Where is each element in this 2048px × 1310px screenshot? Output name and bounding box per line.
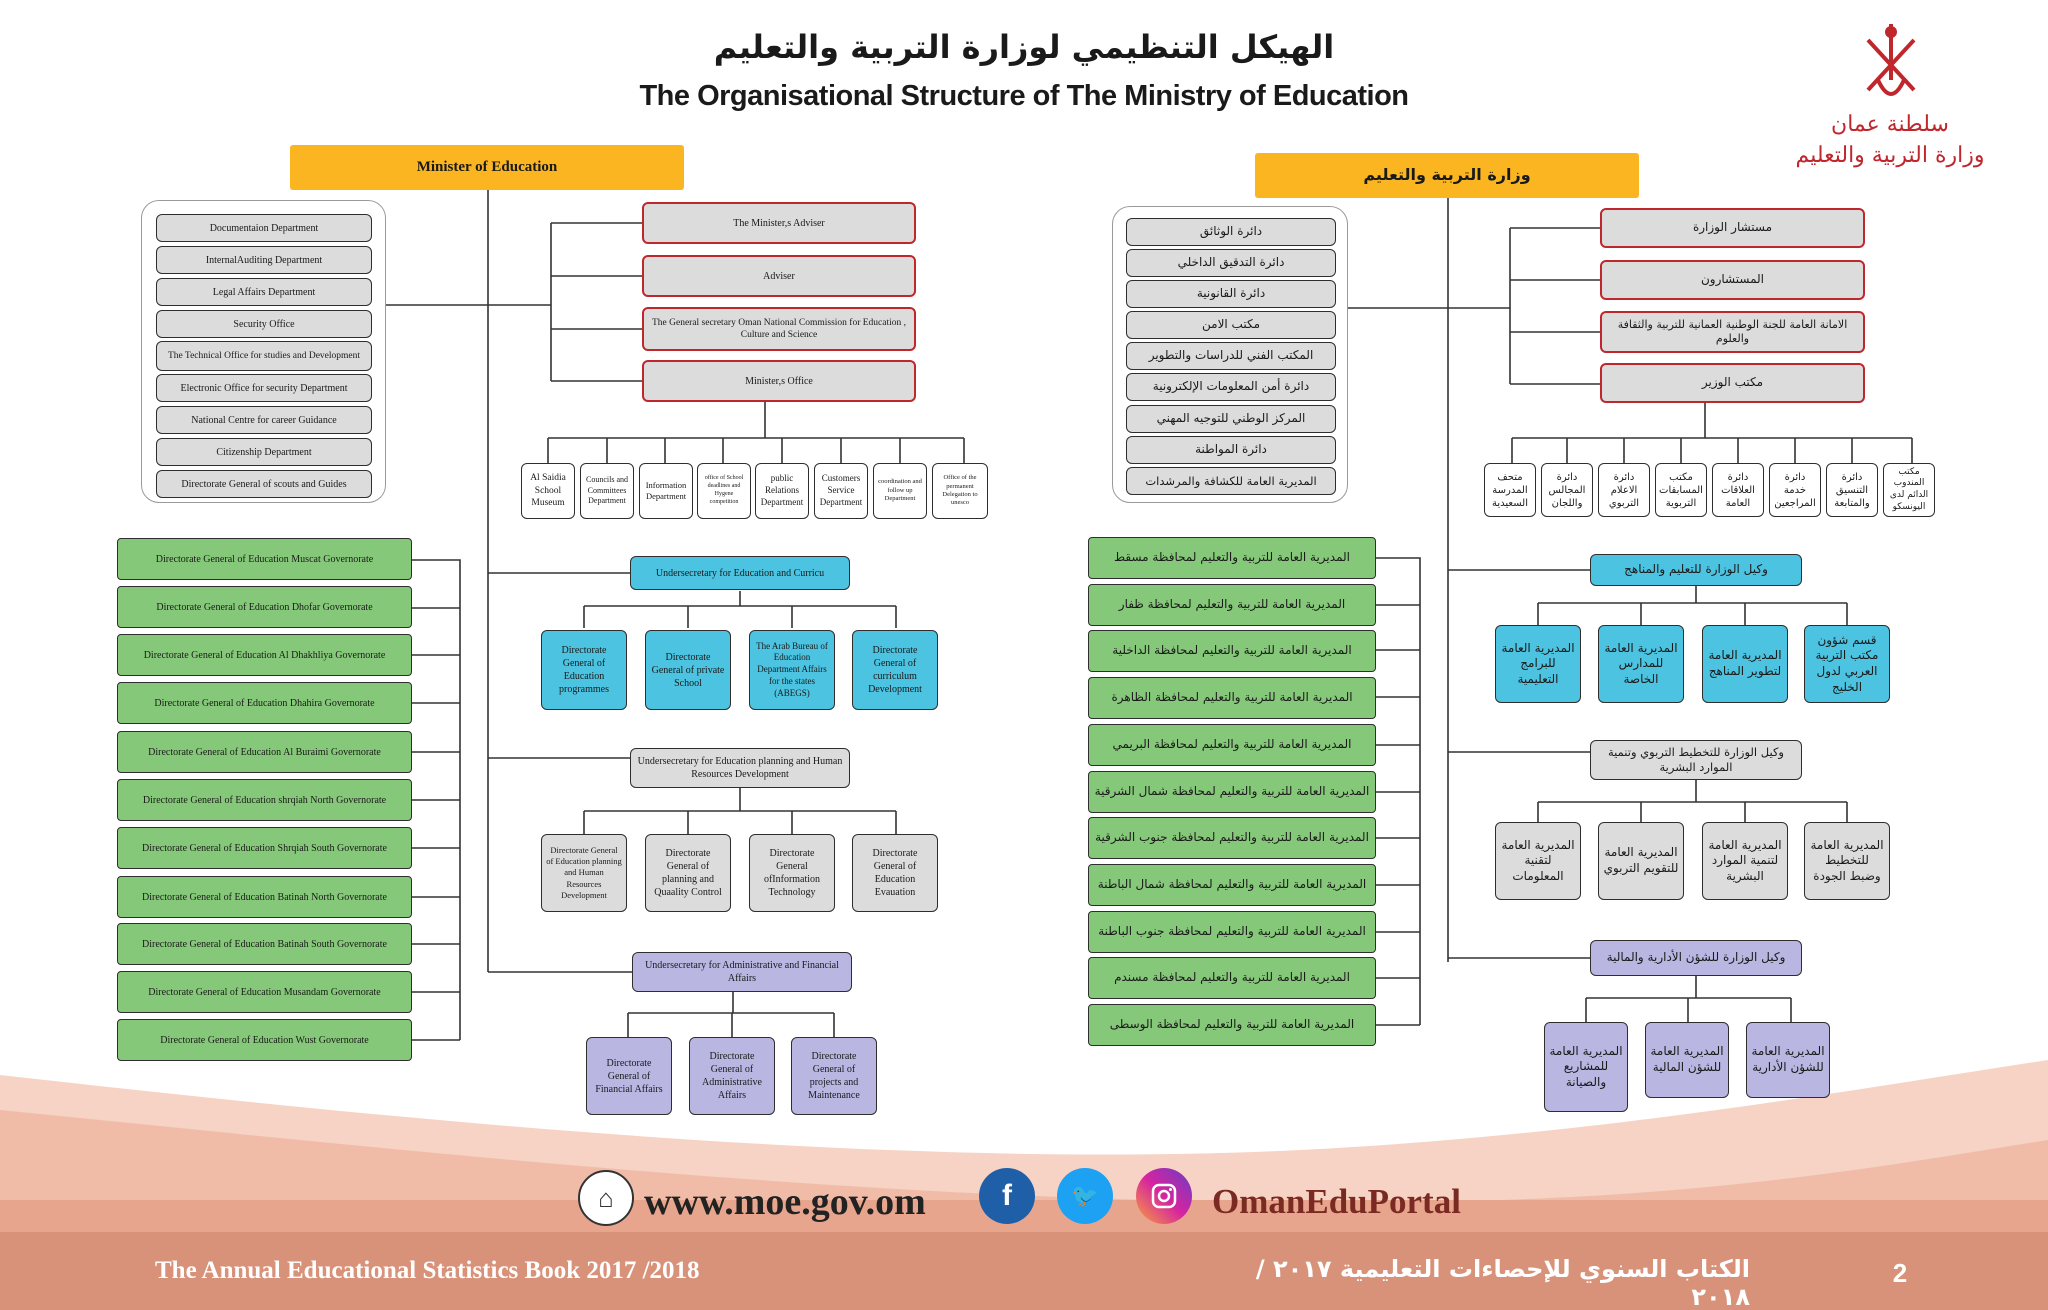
panel-item-en-3: Security Office xyxy=(156,310,372,338)
usec1-unit-ar-1: المديرية العامة لتطوير المناهج xyxy=(1702,625,1788,703)
office-unit-en-0: Al Saidia School Museum xyxy=(521,463,575,519)
adviser-box-ar-3: مكتب الوزير xyxy=(1600,363,1865,403)
social-handle[interactable]: OmanEduPortal xyxy=(1212,1182,1461,1221)
adviser-box-en-2: The General secretary Oman National Commission for Education , Culture and Science xyxy=(642,307,916,351)
panel-item-en-6: National Centre for career Guidance xyxy=(156,406,372,434)
usec2-unit-ar-2: المديرية العامة للتقويم التربوي xyxy=(1598,822,1684,900)
adviser-box-ar-0: مستشار الوزارة xyxy=(1600,208,1865,248)
panel-item-en-4: The Technical Office for studies and Development xyxy=(156,341,372,371)
undersecretary-curricula-en: Undersecretary for Education and Curricu xyxy=(630,556,850,590)
office-unit-en-3: office of School deadlines and Hygene competition xyxy=(697,463,751,519)
usec3-unit-ar-0: المديرية العامة للشؤن الأدارية xyxy=(1746,1022,1830,1098)
twitter-icon[interactable]: 🐦 xyxy=(1057,1168,1113,1224)
usec1-unit-en-2: The Arab Bureau of Education Department Affairs for the states (ABEGS) xyxy=(749,630,835,710)
governorate-ar-5: المديرية العامة للتربية والتعليم لمحافظة شمال الشرقية xyxy=(1088,771,1376,813)
governorate-en-1: Directorate General of Education Dhofar Governorate xyxy=(117,586,412,628)
governorate-en-4: Directorate General of Education Al Buraimi Governorate xyxy=(117,731,412,773)
panel-item-en-5: Electronic Office for security Department xyxy=(156,374,372,402)
governorate-ar-10: المديرية العامة للتربية والتعليم لمحافظة الوسطى xyxy=(1088,1004,1376,1046)
governorate-en-6: Directorate General of Education Shrqiah South Governorate xyxy=(117,827,412,869)
undersecretary-planning-ar: وكيل الوزارة للتخطيط التربوي وتنمية الموارد البشرية xyxy=(1590,740,1802,780)
governorate-ar-9: المديرية العامة للتربية والتعليم لمحافظة مسندم xyxy=(1088,957,1376,999)
governorate-en-5: Directorate General of Education shrqiah North Governorate xyxy=(117,779,412,821)
office-unit-en-6: coordination and follow up Department xyxy=(873,463,927,519)
undersecretary-admin-en: Undersecretary for Administrative and Financial Affairs xyxy=(632,952,852,992)
panel-item-ar-5: دائرة أمن المعلومات الإلكترونية xyxy=(1126,373,1336,401)
governorate-ar-1: المديرية العامة للتربية والتعليم لمحافظة ظفار xyxy=(1088,584,1376,626)
undersecretary-admin-ar: وكيل الوزارة للشؤن الأدارية والمالية xyxy=(1590,940,1802,976)
panel-item-en-8: Directorate General of scouts and Guides xyxy=(156,470,372,498)
usec2-unit-en-1: Directorate General of planning and Quaality Control xyxy=(645,834,731,912)
undersecretary-planning-en: Undersecretary for Education planning and Human Resources Development xyxy=(630,748,850,788)
usec3-unit-en-1: Directorate General of Administrative Affairs xyxy=(689,1037,775,1115)
panel-item-ar-8: المديرية العامة للكشافة والمرشدات xyxy=(1126,467,1336,495)
panel-item-ar-6: المركز الوطني للتوجيه المهني xyxy=(1126,405,1336,433)
office-unit-en-1: Councils and Committees Department xyxy=(580,463,634,519)
governorate-en-3: Directorate General of Education Dhahira Governorate xyxy=(117,682,412,724)
usec2-unit-en-3: Directorate General of Education Evauation xyxy=(852,834,938,912)
usec2-unit-ar-1: المديرية العامة لتنمية الموارد البشرية xyxy=(1702,822,1788,900)
adviser-box-ar-2: الامانة العامة للجنة الوطنية العمانية للتربية والثقافة والعلوم xyxy=(1600,311,1865,353)
page-title-english: The Organisational Structure of The Ministry of Education xyxy=(639,80,1409,112)
usec1-unit-en-3: Directorate General of curriculum Development xyxy=(852,630,938,710)
facebook-icon[interactable]: f xyxy=(979,1168,1035,1224)
office-unit-en-5: Customers Service Department xyxy=(814,463,868,519)
logo-line-2: وزارة التربية والتعليم xyxy=(1795,142,1985,168)
adviser-box-en-3: Minister,s Office xyxy=(642,360,916,402)
usec1-unit-ar-2: المديرية العامة للمدارس الخاصة xyxy=(1598,625,1684,703)
governorate-ar-0: المديرية العامة للتربية والتعليم لمحافظة مسقط xyxy=(1088,537,1376,579)
office-unit-ar-5: دائرة الاعلام التربوي xyxy=(1598,463,1650,517)
adviser-box-en-1: Adviser xyxy=(642,255,916,297)
office-unit-ar-7: متحف المدرسة السعيدية xyxy=(1484,463,1536,517)
instagram-icon[interactable] xyxy=(1136,1168,1192,1224)
governorate-ar-2: المديرية العامة للتربية والتعليم لمحافظة الداخلية xyxy=(1088,630,1376,672)
governorate-en-9: Directorate General of Education Musandam Governorate xyxy=(117,971,412,1013)
usec2-unit-en-2: Directorate General ofInformation Technology xyxy=(749,834,835,912)
usec1-unit-en-0: Directorate General of Education programmes xyxy=(541,630,627,710)
governorate-ar-4: المديرية العامة للتربية والتعليم لمحافظة البريمي xyxy=(1088,724,1376,766)
office-unit-ar-0: مكتب المندوب الدائم لدى اليونسكو xyxy=(1883,463,1935,517)
governorate-ar-3: المديرية العامة للتربية والتعليم لمحافظة الظاهرة xyxy=(1088,677,1376,719)
undersecretary-curricula-ar: وكيل الوزارة للتعليم والمناهج xyxy=(1590,554,1802,586)
usec1-unit-en-1: Directorate General of private School xyxy=(645,630,731,710)
panel-item-ar-1: دائرة التدقيق الداخلي xyxy=(1126,249,1336,277)
page-number: 2 xyxy=(1892,1258,1908,1288)
page-title-arabic: الهيكل التنظيمي لوزارة التربية والتعليم xyxy=(713,28,1335,66)
minister-box-ar: وزارة التربية والتعليم xyxy=(1255,153,1639,198)
governorate-ar-8: المديرية العامة للتربية والتعليم لمحافظة جنوب الباطنة xyxy=(1088,911,1376,953)
governorate-en-2: Directorate General of Education Al Dhakhliya Governorate xyxy=(117,634,412,676)
adviser-box-ar-1: المستشارون xyxy=(1600,260,1865,300)
website-link[interactable]: www.moe.gov.om xyxy=(644,1181,926,1223)
office-unit-ar-1: دائرة التنسيق والمتابعة xyxy=(1826,463,1878,517)
office-unit-ar-4: مكتب المسابقات التربوية xyxy=(1655,463,1707,517)
governorate-ar-6: المديرية العامة للتربية والتعليم لمحافظة جنوب الشرقية xyxy=(1088,817,1376,859)
office-unit-ar-6: دائرة المجالس واللجان xyxy=(1541,463,1593,517)
usec2-unit-ar-3: المديرية العامة لتقنية المعلومات xyxy=(1495,822,1581,900)
office-unit-en-2: Information Department xyxy=(639,463,693,519)
panel-item-ar-3: مكتب الامن xyxy=(1126,311,1336,339)
panel-item-en-2: Legal Affairs Department xyxy=(156,278,372,306)
usec3-unit-ar-1: المديرية العامة للشؤن المالية xyxy=(1645,1022,1729,1098)
governorate-en-0: Directorate General of Education Muscat Governorate xyxy=(117,538,412,580)
usec1-unit-ar-0: قسم شؤون مكتب التربية العربي لدول الخليج xyxy=(1804,625,1890,703)
logo-line-1: سلطنة عمان xyxy=(1831,112,1949,137)
adviser-box-en-0: The Minister,s Adviser xyxy=(642,202,916,244)
governorate-en-8: Directorate General of Education Batinah South Governorate xyxy=(117,923,412,965)
office-unit-en-7: Office of the permanent Delegation to unesco xyxy=(932,463,988,519)
usec2-unit-ar-0: المديرية العامة للتخطيط وضبط الجودة xyxy=(1804,822,1890,900)
office-unit-ar-2: دائرة خدمة المراجعين xyxy=(1769,463,1821,517)
usec2-unit-en-0: Directorate General of Education planning and Human Resources Development xyxy=(541,834,627,912)
governorate-en-10: Directorate General of Education Wust Governorate xyxy=(117,1019,412,1061)
home-icon[interactable]: ⌂ xyxy=(578,1170,634,1226)
panel-item-ar-4: المكتب الفني للدراسات والتطوير xyxy=(1126,342,1336,370)
governorate-ar-7: المديرية العامة للتربية والتعليم لمحافظة شمال الباطنة xyxy=(1088,864,1376,906)
minister-box-en: Minister of Education xyxy=(290,145,684,190)
office-unit-en-4: public Relations Department xyxy=(755,463,809,519)
book-title-english: The Annual Educational Statistics Book 2017 /2018 xyxy=(155,1257,700,1284)
usec3-unit-en-2: Directorate General of projects and Maintenance xyxy=(791,1037,877,1115)
governorate-en-7: Directorate General of Education Batinah North Governorate xyxy=(117,876,412,918)
panel-item-en-1: InternalAuditing Department xyxy=(156,246,372,274)
usec3-unit-ar-2: المديرية العامة للمشاريع والصيانة xyxy=(1544,1022,1628,1112)
usec3-unit-en-0: Directorate General of Financial Affairs xyxy=(586,1037,672,1115)
panel-item-en-7: Citizenship Department xyxy=(156,438,372,466)
panel-item-ar-7: دائرة المواطنة xyxy=(1126,436,1336,464)
panel-item-ar-0: دائرة الوثائق xyxy=(1126,218,1336,246)
usec1-unit-ar-3: المديرية العامة للبرامج التعليمية xyxy=(1495,625,1581,703)
panel-item-ar-2: دائرة القانونية xyxy=(1126,280,1336,308)
book-title-arabic: الكتاب السنوي للإحصاءات التعليمية ٢٠١٧ / ٢٠١٨ xyxy=(1255,1255,1750,1310)
panel-item-en-0: Documentaion Department xyxy=(156,214,372,242)
office-unit-ar-3: دائرة العلاقات العامة xyxy=(1712,463,1764,517)
